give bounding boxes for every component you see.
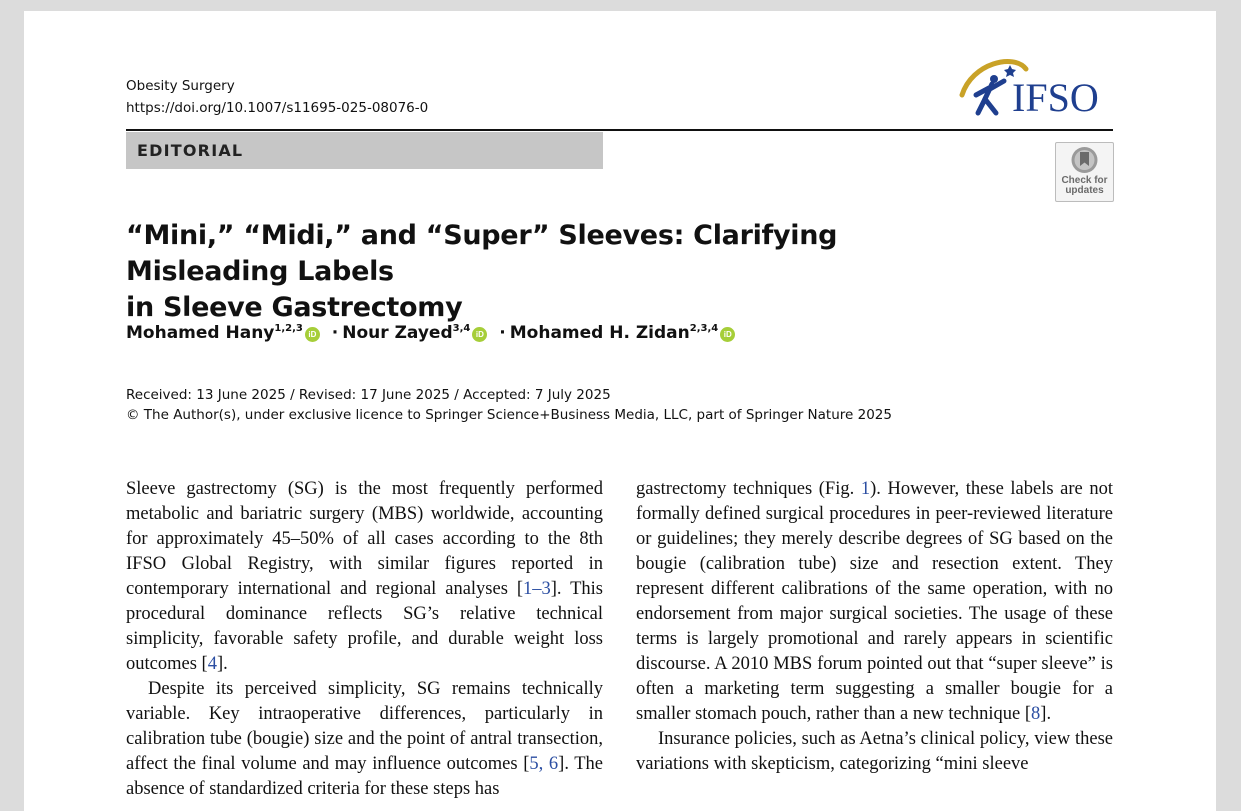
citation-link[interactable]: 4 xyxy=(207,654,217,674)
title-line-1: “Mini,” “Midi,” and “Super” Sleeves: Clarifying Misleading Labels xyxy=(126,220,838,287)
title-line-2: in Sleeve Gastrectomy xyxy=(126,292,463,323)
header-rule xyxy=(126,129,1113,131)
paragraph: Despite its perceived simplicity, SG remains technically variable. Key intraoperative differences, particularly in calibration tube (bougie) size and the point of antral transection, affect the final volume and may influence outcomes [5, 6]. The absence of standardized criteria for these steps has xyxy=(126,679,604,799)
check-updates-line2: updates xyxy=(1065,185,1104,196)
ifso-logo xyxy=(954,51,1119,121)
article-title xyxy=(126,218,1006,326)
author-name[interactable]: Nour Zayed xyxy=(342,323,453,343)
doi-link[interactable]: https://doi.org/10.1007/s11695-025-08076-0 xyxy=(126,100,429,116)
article-page xyxy=(24,11,1216,811)
citation-link[interactable]: 8 xyxy=(1031,704,1041,724)
citation-link[interactable]: 6 xyxy=(548,754,559,774)
journal-info xyxy=(126,75,428,119)
orcid-icon[interactable]: iD xyxy=(305,327,320,342)
orcid-icon[interactable]: iD xyxy=(472,327,487,342)
article-type: EDITORIAL xyxy=(137,141,244,160)
citation-link[interactable]: 1 xyxy=(522,579,533,599)
author-name[interactable]: Mohamed Hany xyxy=(126,323,275,343)
article-dates xyxy=(126,385,892,425)
author-affiliation: 2,3,4 xyxy=(689,323,719,334)
bookmark-icon xyxy=(1056,143,1113,176)
figure-link[interactable]: 1 xyxy=(860,479,871,499)
citation-link[interactable]: 5 xyxy=(529,754,539,774)
logo-text: IFSO xyxy=(1012,75,1099,120)
author-affiliation: 3,4 xyxy=(452,323,471,334)
author-name[interactable]: Mohamed H. Zidan xyxy=(509,323,690,343)
body-column-right xyxy=(636,477,1113,777)
copyright-notice: © The Author(s), under exclusive licence to Springer Science+Business Media, LLC, part of Springer Nature 2025 xyxy=(126,407,892,423)
check-updates-line1: Check for xyxy=(1061,175,1108,186)
paragraph: Sleeve gastrectomy (SG) is the most frequently performed metabolic and bariatric surgery (MBS) worldwide, accounting for approximately 45–50% of all cases according to the 8th IFSO Global Registry, with similar figures reported in contemporary international and regional analyses [1–3]. This procedural dominance reflects SG’s relative technical simplicity, favorable safety profile, and durable weight loss outcomes [4]. xyxy=(126,479,603,674)
author-affiliation: 1,2,3 xyxy=(274,323,303,334)
author-separator: · xyxy=(499,323,506,343)
date-history: Received: 13 June 2025 / Revised: 17 June 2025 / Accepted: 7 July 2025 xyxy=(126,387,611,403)
journal-name: Obesity Surgery xyxy=(126,78,235,94)
author-separator: · xyxy=(331,323,339,343)
citation-link[interactable]: 3 xyxy=(541,579,551,599)
orcid-icon[interactable]: iD xyxy=(720,327,735,342)
check-for-updates-button[interactable] xyxy=(1055,142,1114,202)
paragraph: Insurance policies, such as Aetna’s clinical policy, view these variations with skepticism, categorizing “mini sleeve xyxy=(636,729,1113,774)
article-type-band xyxy=(126,132,603,169)
paragraph: gastrectomy techniques (Fig. 1). However, these labels are not formally defined surgical procedures in peer-reviewed literature or guidelines; they merely describe degrees of SG based on the bougie (calibration tube) size and resection extent. They represent different calibrations of the same operation, with no endorsement from major surgical societies. The usage of these terms is largely promotional and rarely appears in scientific discourse. A 2010 MBS forum pointed out that “super sleeve” is often a marketing term suggesting a smaller bougie for a smaller stomach pouch, rather than a new technique [8]. xyxy=(636,479,1113,724)
body-column-left xyxy=(126,477,603,802)
author-list xyxy=(126,323,735,343)
